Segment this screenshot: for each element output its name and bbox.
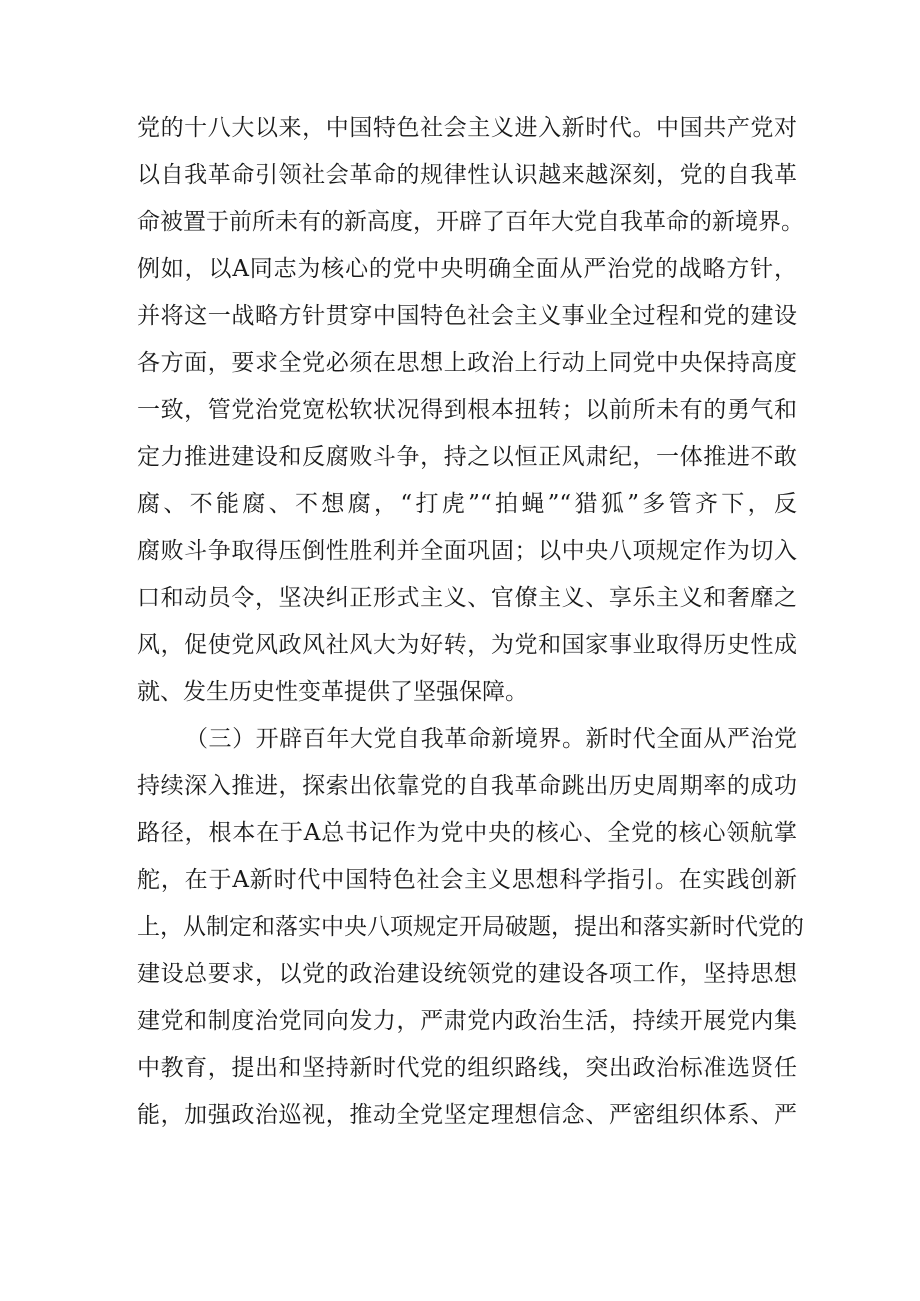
paragraph-line: 党的十八大以来，中国特色社会主义进入新时代。中国共产党对 [137, 115, 797, 141]
paragraph-line: 能，加强政治巡视，推动全党坚定理想信念、严密组织体系、严 [137, 1102, 797, 1128]
paragraph-line: 上，从制定和落实中央八项规定开局破题，提出和落实新时代党的 [137, 914, 804, 940]
paragraph-line: 各方面，要求全党必须在思想上政治上行动上同党中央保持高度 [137, 350, 797, 376]
paragraph-line: 就、发生历史性变革提供了坚强保障。 [137, 679, 528, 705]
paragraph-line: 一致，管党治党宽松软状况得到根本扭转；以前所未有的勇气和 [137, 397, 797, 423]
paragraph-line: （三）开辟百年大党自我革命新境界。新时代全面从严治党 [185, 726, 797, 752]
paragraph-line: 舵，在于A新时代中国特色社会主义思想科学指引。在实践创新 [137, 867, 797, 893]
paragraph-line: 中教育，提出和坚持新时代党的组织路线，突出政治标准选贤任 [137, 1055, 797, 1081]
paragraph-line: 命被置于前所未有的新高度，开辟了百年大党自我革命的新境界。 [137, 209, 804, 235]
paragraph-line: 以自我革命引领社会革命的规律性认识越来越深刻，党的自我革 [137, 162, 797, 188]
paragraph-line: 并将这一战略方针贯穿中国特色社会主义事业全过程和党的建设 [137, 303, 797, 329]
paragraph-line: 口和动员令，坚决纠正形式主义、官僚主义、享乐主义和奢靡之 [137, 585, 797, 611]
paragraph-line: 建设总要求，以党的政治建设统领党的建设各项工作，坚持思想 [137, 961, 797, 987]
paragraph-line: 持续深入推进，探索出依靠党的自我革命跳出历史周期率的成功 [137, 773, 797, 799]
paragraph-line: 腐、不能腐、不想腐，“打虎”“拍蝇”“猎狐”多管齐下，反 [137, 491, 797, 517]
paragraph-line: 路径，根本在于A总书记作为党中央的核心、全党的核心领航掌 [137, 820, 797, 846]
paragraph-line: 腐败斗争取得压倒性胜利并全面巩固；以中央八项规定作为切入 [137, 538, 797, 564]
paragraph-line: 建党和制度治党同向发力，严肃党内政治生活，持续开展党内集 [137, 1008, 797, 1034]
paragraph-line: 例如，以A同志为核心的党中央明确全面从严治党的战略方针， [137, 256, 797, 282]
paragraph-line: 风，促使党风政风社风大为好转，为党和国家事业取得历史性成 [137, 632, 797, 658]
paragraph-line: 定力推进建设和反腐败斗争，持之以恒正风肃纪，一体推进不敢 [137, 444, 797, 470]
